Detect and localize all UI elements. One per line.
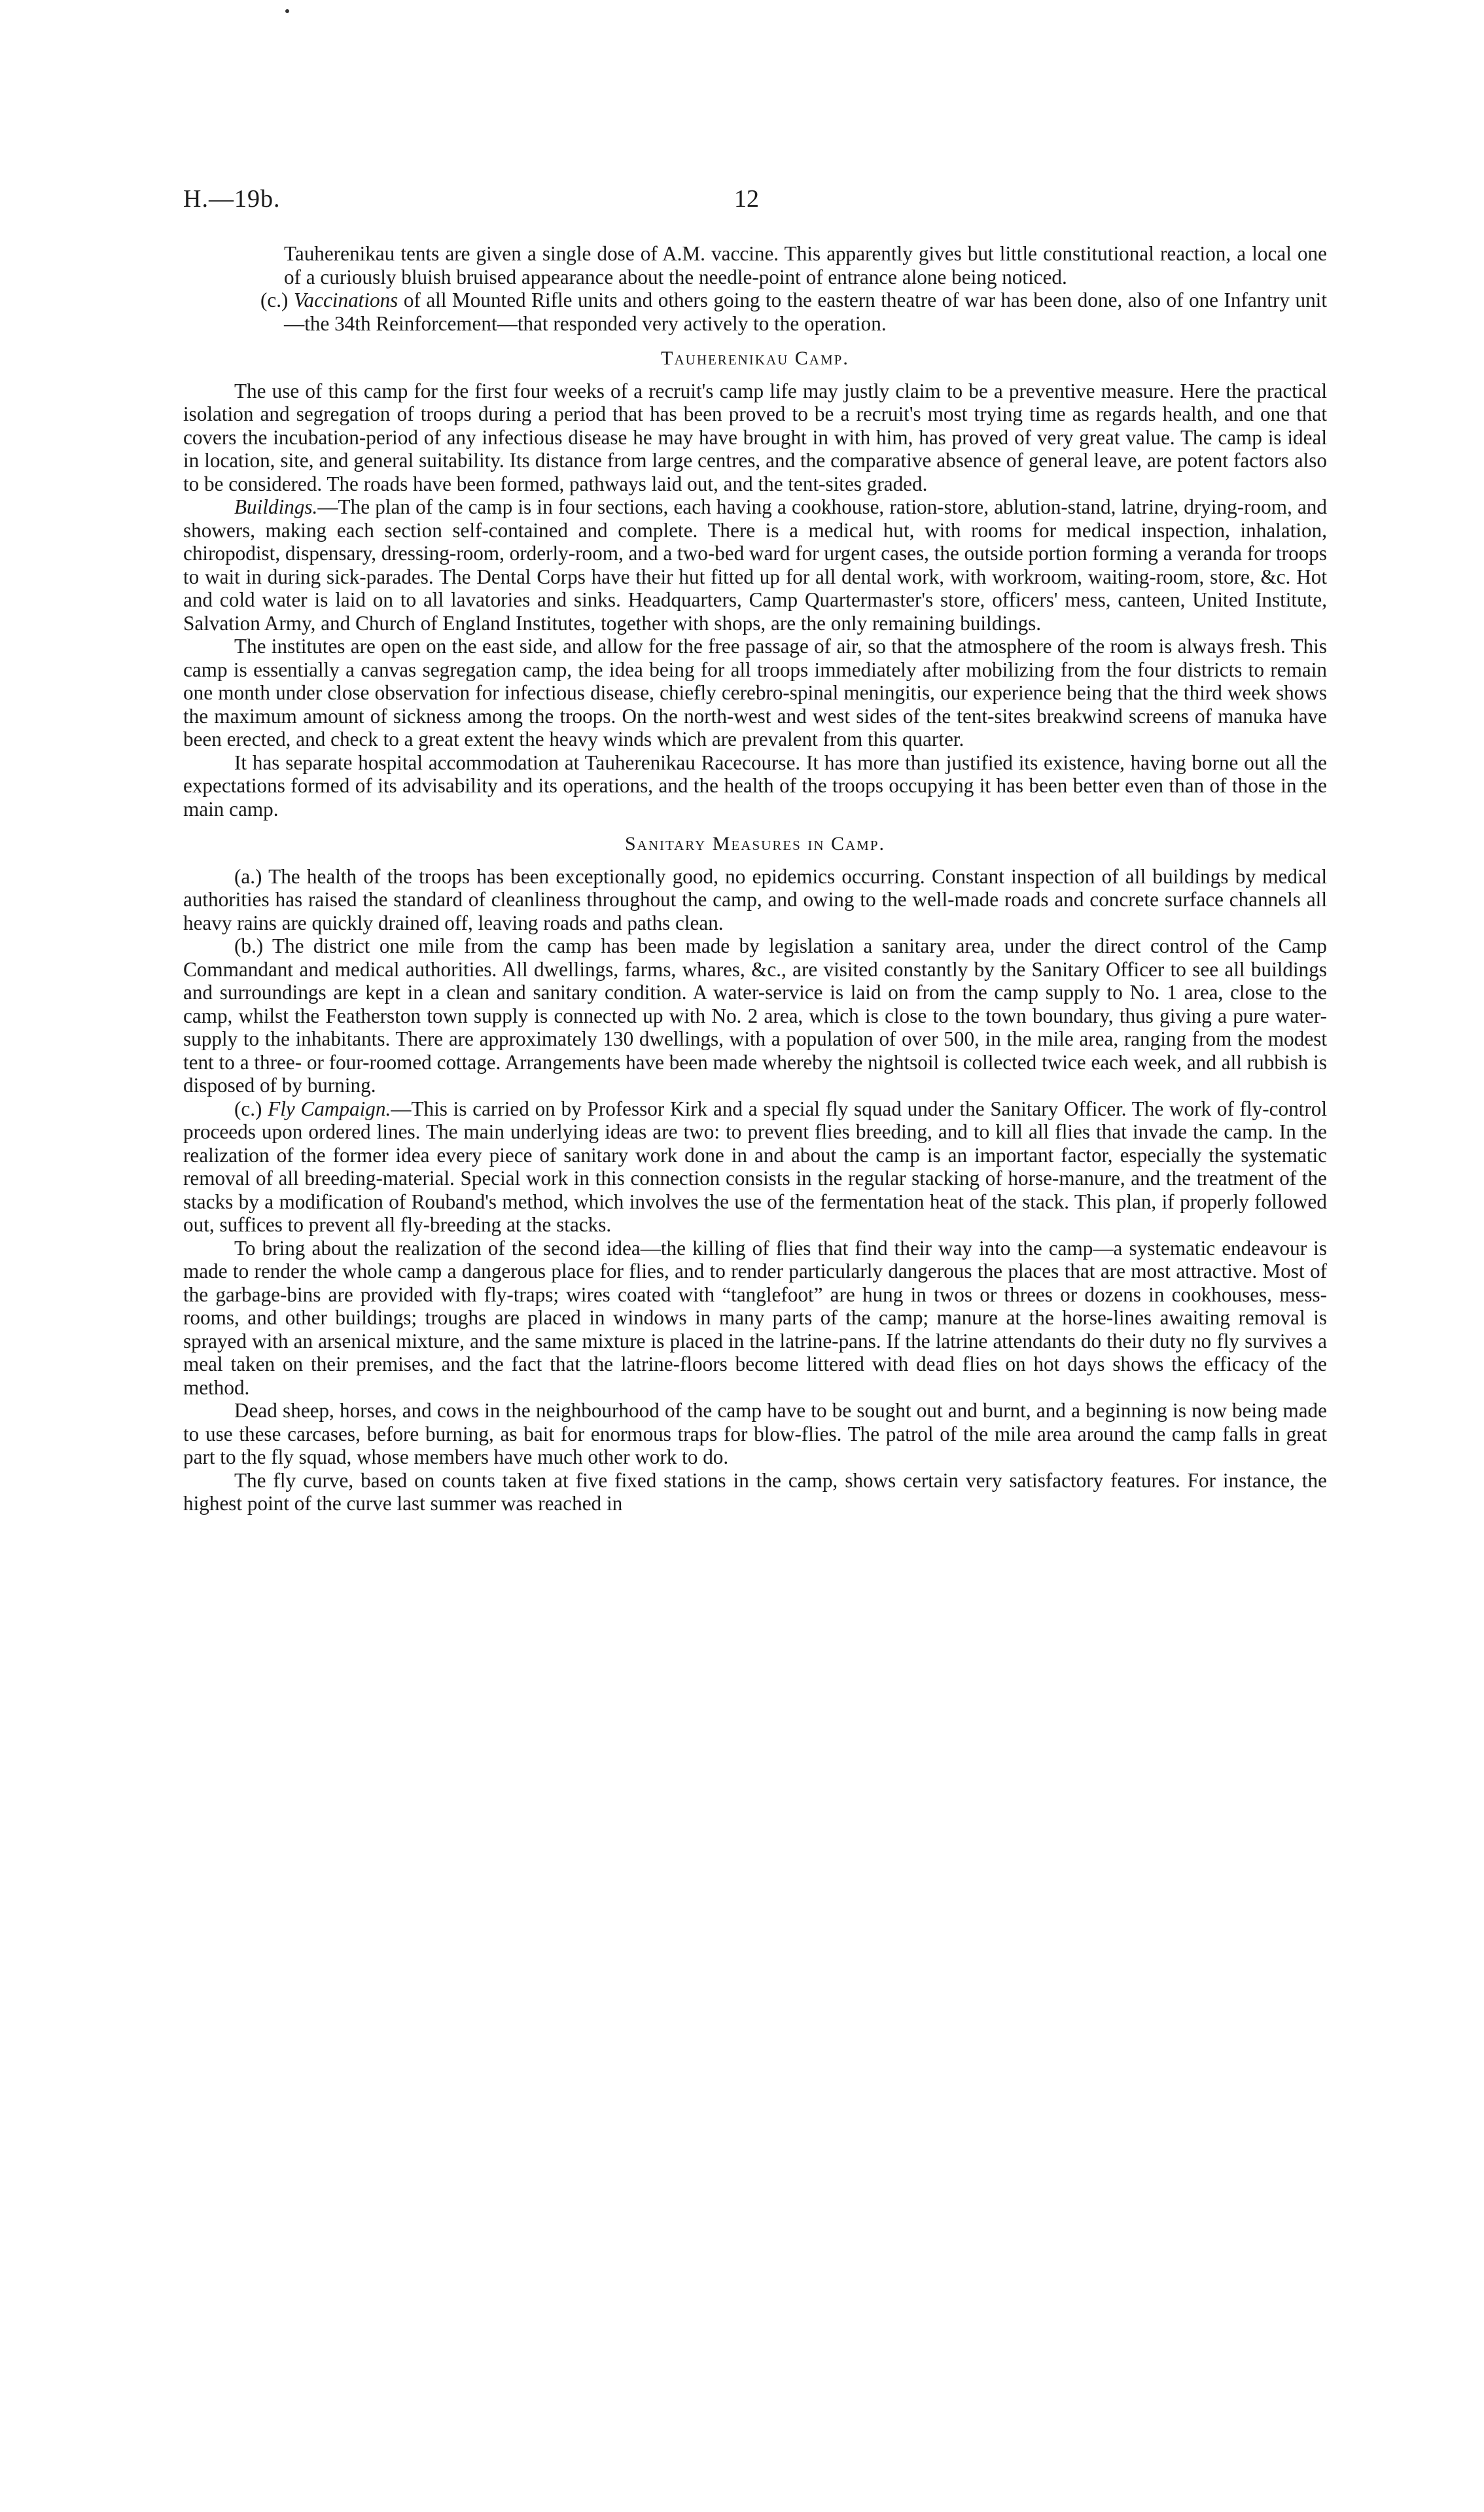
paragraph-text: of all Mounted Rifle units and others going to the eastern theatre of war has been done, also of one Infantry unit—the 34th Reinforcement—that responded very actively to the operation. bbox=[284, 289, 1327, 335]
section-heading-sanitary: Sanitary Measures in Camp. bbox=[624, 833, 886, 855]
paragraph-sanitary-b: (b.) The district one mile from the camp has been made by legislation a sanitary area, under the direct control of the Camp Commandant and medical authorities. All dwellings, farms, whares, &c., are visited constantly by the Sanitary Officer to see all buildings and surroundings are kept in a clean and sanitary condition. A water-service is laid on from the camp supply to No. 1 area, close to the camp, whilst the Featherston town supply is connected up with No. 2 area, which is close to the town boundary, thus giving a pure water-supply to the inhabitants. There are approximately 130 dwellings, with a population of over 500, in the mile area, ranging from the modest tent to a three- or four-roomed cottage. Arrangements have been made whereby the nightsoil is collected twice each week, and all rubbish is disposed of by burning. bbox=[183, 934, 1327, 1097]
paragraph-killing-flies: To bring about the realization of the second idea—the killing of flies that find their way into the camp—a systematic endeavour is made to render the whole camp a dangerous place for flies, and to render particularly dangerous the places that are most attractive. Most of the garbage-bins are provided with fly-traps; wires coated with “tanglefoot” are hung in twos or threes or dozens in cookhouses, mess-rooms, and other buildings; troughs are placed in windows in many parts of the camp; manure at the horse-lines awaiting removal is sprayed with an arsenical mixture, and the same mixture is placed in the latrine-pans. If the latrine attendants do their duty no fly survives a meal taken on their premises, and the fact that the latrine-floors become littered with dead flies on hot days shows the efficacy of the method. bbox=[183, 1236, 1327, 1399]
document-body bbox=[183, 242, 1327, 1515]
italic-term: Buildings. bbox=[234, 495, 318, 518]
italic-term: Vaccinations bbox=[293, 289, 398, 311]
paragraph-dead-animals: Dead sheep, horses, and cows in the neighbourhood of the camp have to be sought out and burnt, and a beginning is now being made to use these carcases, before burning, as bait for enormous traps for blow-flies. The patrol of the mile area around the camp falls in great part to the fly squad, whose members have much other work to do. bbox=[183, 1399, 1327, 1468]
italic-term: Fly Campaign. bbox=[268, 1097, 391, 1120]
list-label: (c.) bbox=[260, 289, 289, 311]
paragraph-fly-campaign bbox=[183, 1097, 1327, 1237]
paragraph-text: —This is carried on by Professor Kirk and a special fly squad under the Sanitary Officer. The work of fly-control proceeds upon ordered lines. The main underlying ideas are two: to prevent flies breeding, and to kill all flies that invade the camp. In the realization of the former idea every piece of sanitary work done in and about the camp is an important factor, especially the systematic removal of all breeding-material. Special work in this connection consists in the regular stacking of horse-manure, and the treatment of the stacks by a modification of Rouband's method, which involves the use of the fermentation heat of the stack. This plan, if properly followed out, suffices to prevent all fly-breeding at the stacks. bbox=[183, 1097, 1327, 1236]
section-heading-tauherenikau: Tauherenikau Camp. bbox=[661, 347, 849, 369]
paragraph-intro-continuation: Tauherenikau tents are given a single dose of A.M. vaccine. This apparently gives but little constitutional reaction, a local one of a curiously bluish bruised appearance about the needle-point of entrance alone being noticed. bbox=[284, 242, 1327, 289]
paragraph-buildings bbox=[183, 495, 1327, 635]
scan-speck bbox=[285, 9, 289, 13]
paragraph-fly-curve: The fly curve, based on counts taken at five fixed stations in the camp, shows certain very satisfactory features. For instance, the highest point of the curve last summer was reached in bbox=[183, 1468, 1327, 1515]
paragraph-institutes: The institutes are open on the east side, and allow for the free passage of air, so that the atmosphere of the room is always fresh. This camp is essentially a canvas segregation camp, the idea being for all troops immediately after mobilizing from the four districts to remain one month under close observation for infectious disease, chiefly cerebro-spinal meningitis, our experience being that the third week shows the maximum amount of sickness among the troops. On the north-west and west sides of the tent-sites breakwind screens of manuka have been erected, and check to a great extent the heavy winds which are prevalent from this quarter. bbox=[183, 635, 1327, 751]
paragraph-text: —The plan of the camp is in four sections, each having a cookhouse, ration-store, ablution-stand, latrine, drying-room, and showers, making each section self-contained and complete. There is a medical hut, with rooms for medical inspection, inhalation, chiropodist, dispensary, dressing-room, orderly-room, and a two-bed ward for urgent cases, the outside portion forming a veranda for troops to wait in during sick-parades. The Dental Corps have their hut fitted up for all dental work, with workroom, waiting-room, store, &c. Hot and cold water is laid on to all lavatories and sinks. Headquarters, Camp Quartermaster's store, officers' mess, canteen, United Institute, Salvation Army, and Church of England Institutes, together with shops, are the only remaining buildings. bbox=[183, 495, 1327, 635]
paragraph-hospital: It has separate hospital accommodation at Tauherenikau Racecourse. It has more than justified its existence, having borne out all the expectations formed of its advisability and its operations, and the health of the troops occupying it has been better even than of those in the main camp. bbox=[183, 751, 1327, 821]
paragraph-sanitary-a: (a.) The health of the troops has been exceptionally good, no epidemics occurring. Constant inspection of all buildings by medical authorities has raised the standard of cleanliness throughout the camp, and owing to the well-made roads and concrete surface channels all heavy rains are quickly drained off, leaving roads and paths clean. bbox=[183, 864, 1327, 934]
paragraph-camp-use: The use of this camp for the first four weeks of a recruit's camp life may justly claim to be a preventive measure. Here the practical isolation and segregation of troops during a period that has been proved to be a recruit's most trying time as regards health, and one that covers the incubation-period of any infectious disease he may have brought in with him, has proved of very great value. The camp is ideal in location, site, and general suitability. Its distance from large centres, and the comparative absence of general leave, are potent factors also to be considered. The roads have been formed, pathways laid out, and the tent-sites graded. bbox=[183, 379, 1327, 495]
list-label: (c.) bbox=[234, 1097, 262, 1120]
page-number: 12 bbox=[734, 185, 759, 213]
document-reference: H.—19b. bbox=[183, 185, 281, 213]
paragraph-vaccinations bbox=[183, 289, 1327, 335]
